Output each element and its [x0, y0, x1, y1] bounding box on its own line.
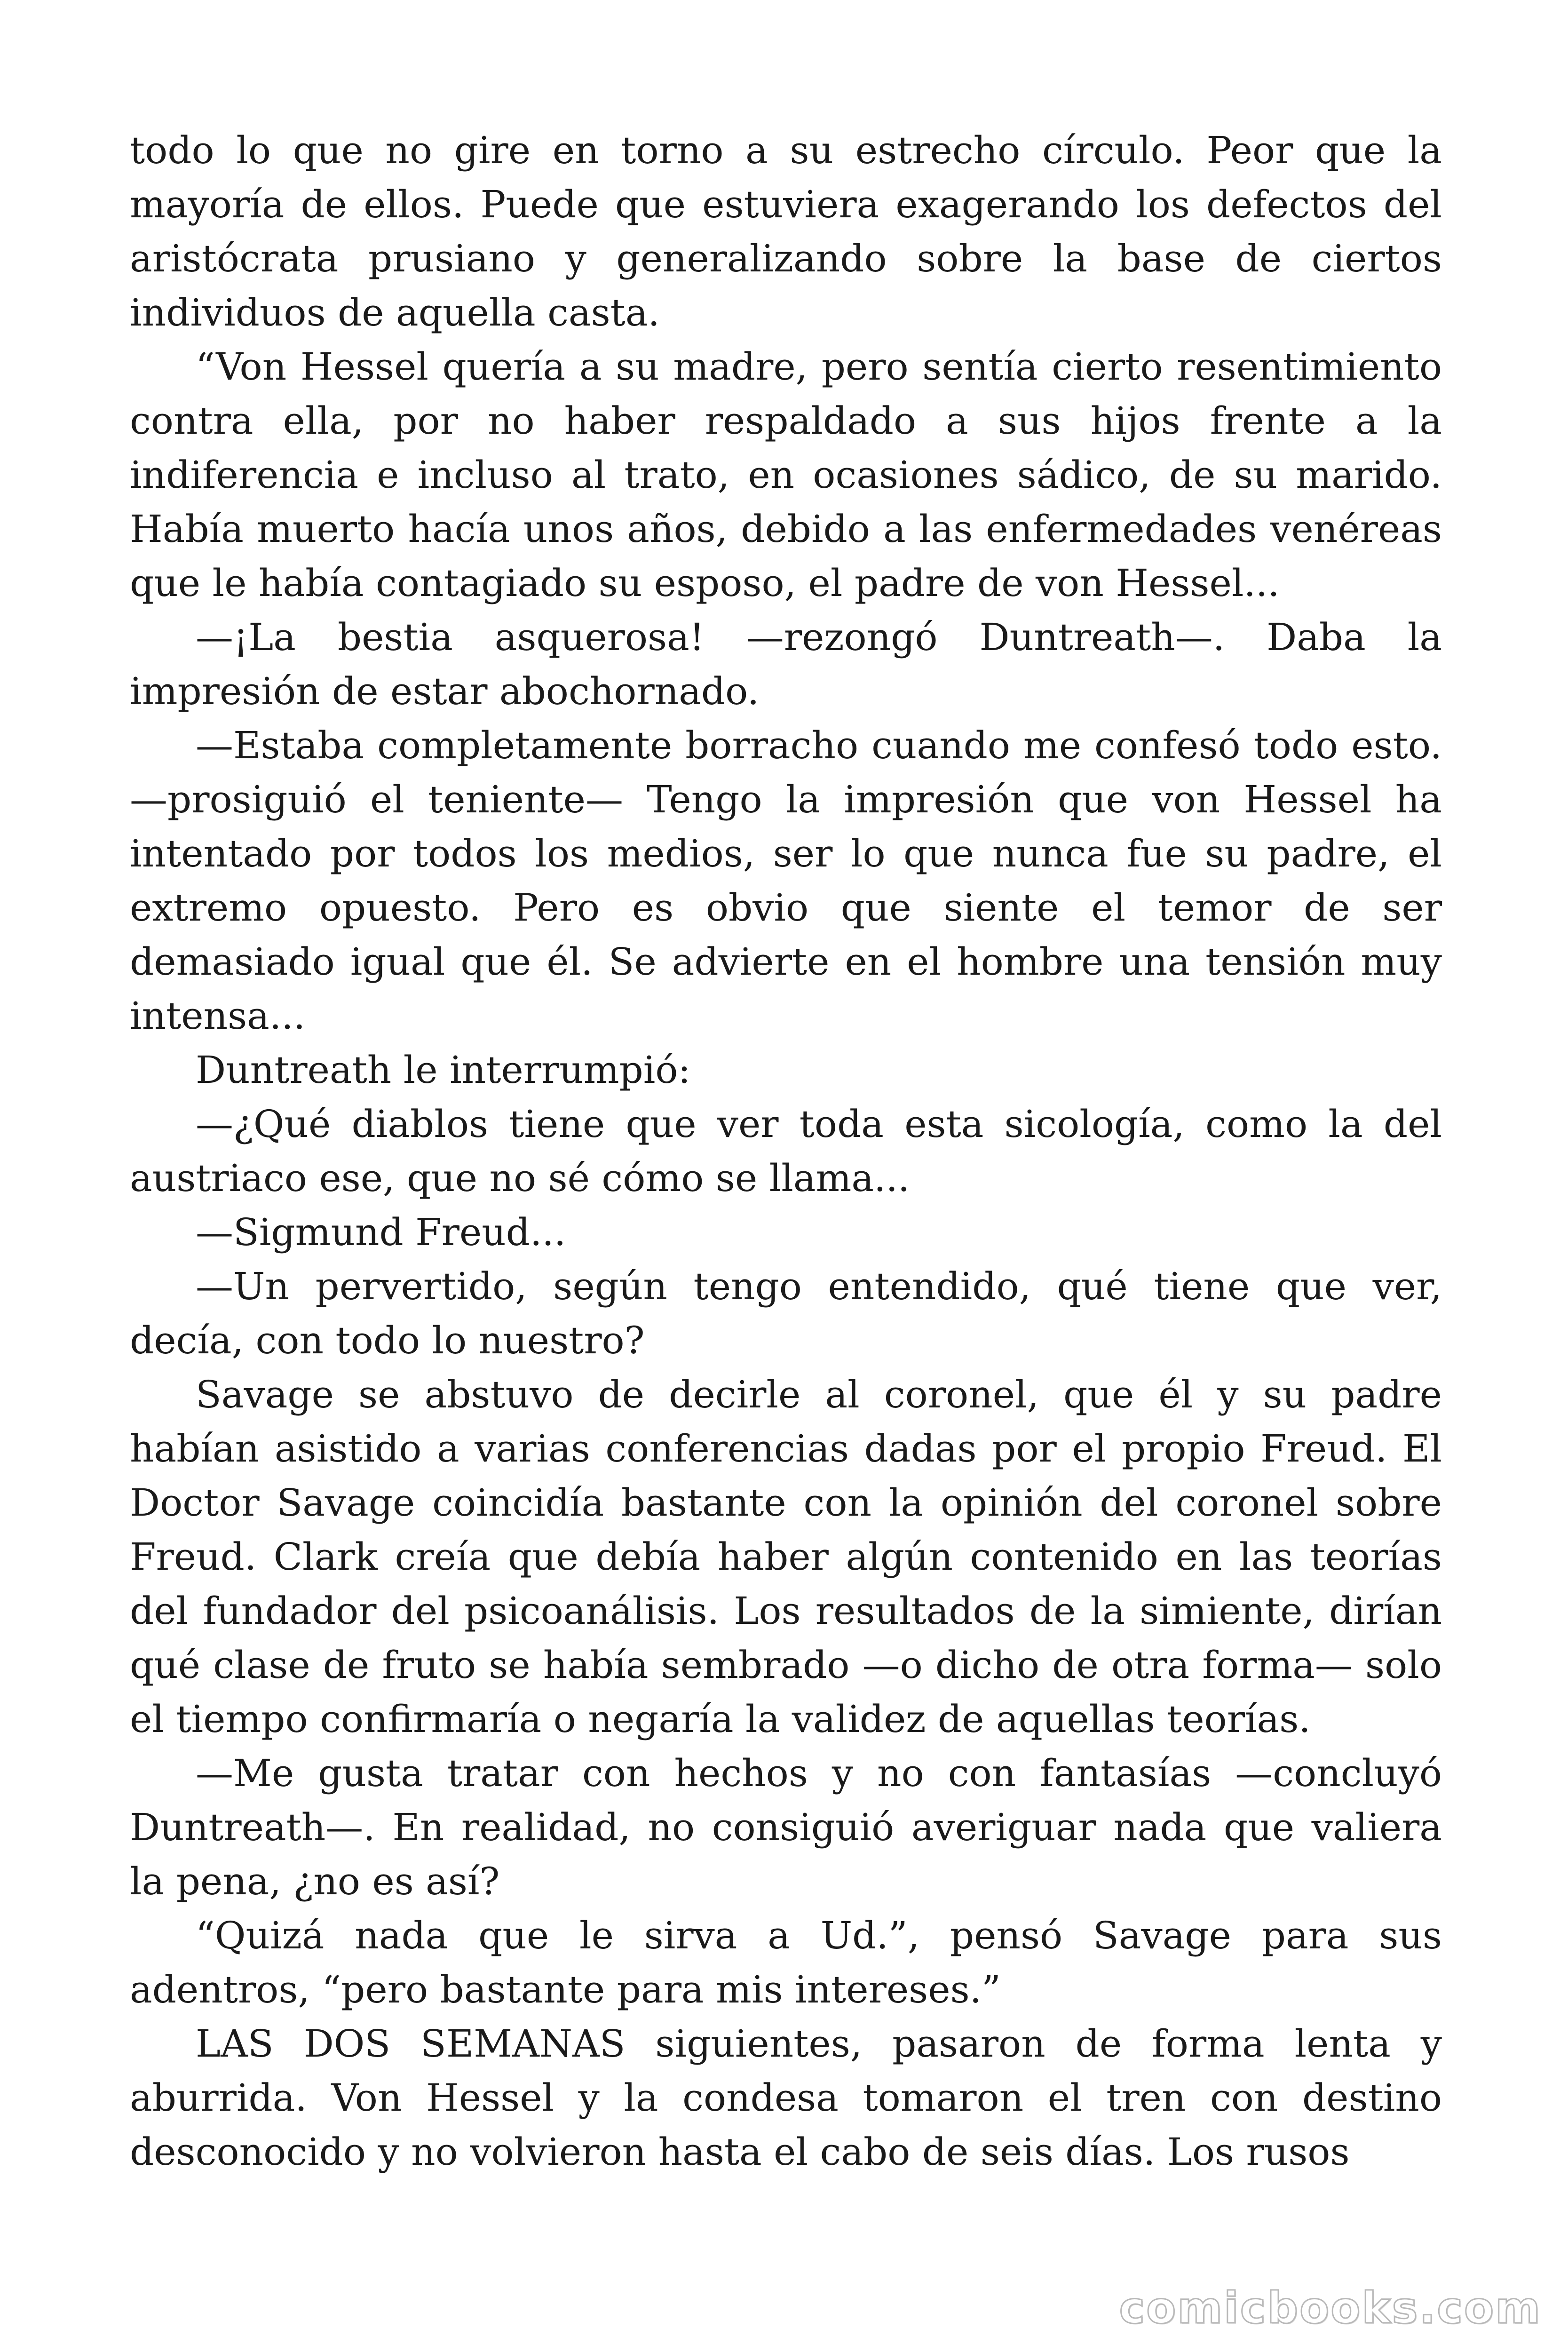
paragraph-7: —Sigmund Freud...: [196, 1210, 566, 1254]
paragraph-4: —Estaba completamente borracho cuando me confesó todo esto. —prosiguió el teniente— Tengo la impresión que von Hessel ha intentado por todos los medios, ser lo que nunca fue su padre, el extremo opuesto. Pero es obvio que siente el temor de ser demasiado igual que él. Se advierte en el hombre una tensión muy intensa...: [130, 723, 1442, 1038]
paragraph-12: LAS DOS SEMANAS siguientes, pasaron de forma lenta y aburrida. Von Hessel y la condesa tomaron el tren con destino desconocido y no volvieron hasta el cabo de seis días. Los rusos: [130, 2022, 1442, 2174]
paragraph-9: Savage se abstuvo de decirle al coronel, que él y su padre habían asistido a varias conferencias dadas por el propio Freud. El Doctor Savage coincidía bastante con la opinión del coronel sobre Freud. Clark creía que debía haber algún contenido en las teorías del fundador del psicoanálisis. Los resultados de la simiente, dirían qué clase de fruto se había sembrado —o dicho de otra forma— solo el tiempo confirmaría o negaría la validez de aquellas teorías.: [130, 1373, 1442, 1741]
paragraph-3: —¡La bestia asquerosa! —rezongó Duntreath—. Daba la impresión de estar abochornado.: [130, 615, 1442, 713]
paragraph-11: “Quizá nada que le sirva a Ud.”, pensó Savage para sus adentros, “pero bastante para mis intereses.”: [130, 1914, 1442, 2011]
paragraph-8: —Un pervertido, según tengo entendido, qué tiene que ver, decía, con todo lo nuestro?: [130, 1264, 1442, 1362]
paragraph-6: —¿Qué diablos tiene que ver toda esta sicología, como la del austriaco ese, que no sé cómo se llama...: [130, 1102, 1442, 1200]
paragraph-10: —Me gusta tratar con hechos y no con fantasías —concluyó Duntreath—. En realidad, no consiguió averiguar nada que valiera la pena, ¿no es así?: [130, 1751, 1442, 1903]
watermark-logo: comicbooks.com: [1119, 2283, 1542, 2333]
paragraph-1: todo lo que no gire en torno a su estrecho círculo. Peor que la mayoría de ellos. Puede que estuviera exagerando los defectos del aristócrata prusiano y generalizando sobre la base de ciertos individuos de aquella casta.: [130, 128, 1442, 334]
page-text: [130, 123, 1442, 2179]
paragraph-5: Duntreath le interrumpió:: [196, 1048, 691, 1092]
paragraph-2: “Von Hessel quería a su madre, pero sentía cierto resentimiento contra ella, por no haber respaldado a sus hijos frente a la indiferencia e incluso al trato, en ocasiones sádico, de su marido. Había muerto hacía unos años, debido a las enfermedades venéreas que le había contagiado su esposo, el padre de von Hessel...: [130, 345, 1442, 605]
